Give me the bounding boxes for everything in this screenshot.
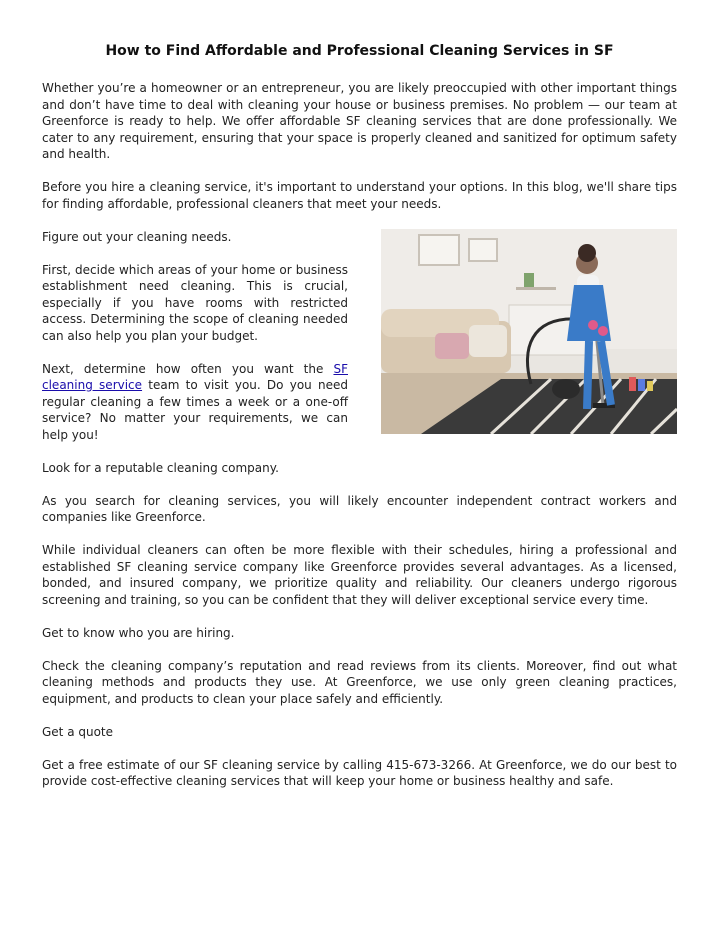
section-heading-needs: Figure out your cleaning needs. <box>42 229 232 244</box>
section-heading-hiring: Get to know who you are hiring. <box>42 625 235 640</box>
advantages-paragraph: While individual cleaners can often be more flexible with their schedules, hiring a professional and established SF cleaning service company like Greenforce provides several advantages. As a licensed, bonded, and insured company, we prioritize quality and reliability. Our cleaners undergo rigorous screening and training, so you can be confident that they will deliver exceptional service every time. <box>42 543 677 607</box>
frequency-text-after: team to visit you. Do you need regular cleaning a few times a week or a one-off service? No matter your requirements, we can help you! <box>42 378 348 442</box>
section-heading-reputable: Look for a reputable cleaning company. <box>42 460 279 475</box>
frequency-paragraph <box>42 361 348 444</box>
search-paragraph: As you search for cleaning services, you will likely encounter independent contract workers and companies like Greenforce. <box>42 493 677 524</box>
intro-paragraph: Whether you’re a homeowner or an entrepreneur, you are likely preoccupied with other important things and don’t have time to deal with cleaning your house or business premises. No problem — our team at Greenforce is ready to help. We offer affordable SF cleaning services that are done professionally. We cater to any requirement, ensuring that your space is properly cleaned and sanitized for optimum safety and health. <box>42 81 677 161</box>
cleaning-photo <box>381 229 677 434</box>
reputation-paragraph: Check the cleaning company’s reputation and read reviews from its clients. Moreover, find out what cleaning methods and products they use. At Greenforce, we use only green cleaning practices, equipment, and products to clean your place safely and efficiently. <box>42 658 677 706</box>
page-title: How to Find Affordable and Professional Cleaning Services in SF <box>105 43 614 59</box>
section-heading-quote: Get a quote <box>42 724 114 739</box>
quote-paragraph: Get a free estimate of our SF cleaning service by calling 415-673-3266. At Greenforce, we do our best to provide cost-effective cleaning services that will keep your home or business healthy and safe. <box>42 757 677 788</box>
frequency-text-before: Next, determine how often you want the <box>42 361 334 376</box>
blog-intro-paragraph: Before you hire a cleaning service, it's important to understand your options. In this blog, we'll share tips for finding affordable, professional cleaners that meet your needs. <box>42 180 677 211</box>
needs-paragraph: First, decide which areas of your home or business establishment need cleaning. This is crucial, especially if you have rooms with restricted access. Determining the scope of cleaning needed can also help you plan your budget. <box>42 262 348 343</box>
document-page <box>42 42 677 806</box>
sf-cleaning-service-link[interactable]: SF cleaning service <box>42 361 348 392</box>
